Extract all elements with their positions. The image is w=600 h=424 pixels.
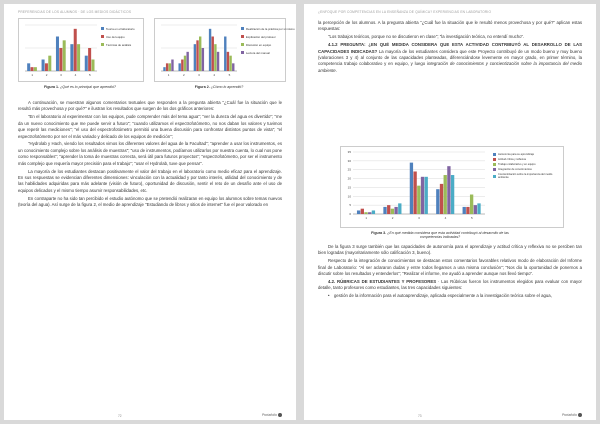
bar: [357, 210, 360, 214]
figure-3-legend: [493, 153, 559, 181]
bar: [444, 175, 447, 214]
bar: [212, 37, 214, 72]
bar: [425, 177, 428, 214]
bar: [413, 171, 416, 214]
bar: [163, 67, 165, 71]
x-tick-label: 5: [228, 73, 231, 77]
bar: [202, 48, 204, 71]
bar: [470, 195, 473, 214]
section-heading: 4.1.2 PREGUNTA: ¿EN QUÉ MEDIDA CONSIDERA QUE ESTA ACTIVIDAD CONTRIBUYÓ AL DESARROLLO DE LAS CAPACIDADES INDICADAS?: [318, 42, 582, 54]
running-head-left: PREFERENCIAS DE LOS ALUMNOS · DE LOS MEDIOS DIDÁCTICOS: [18, 10, 132, 14]
bar: [196, 40, 198, 71]
legend-swatch: [241, 43, 244, 46]
bar: [181, 60, 183, 72]
y-tick-label: 5: [349, 203, 351, 208]
paragraph: la percepción de los alumnos. A la pregunta abierta "¿Cuál fue la situación que le resultó menos provechosa y por qué?" aplican estas respuestas:: [318, 20, 582, 32]
right-body-bottom: [318, 244, 582, 300]
bar: [31, 67, 34, 71]
bullet-item: • gestión de la información para el autoaprendizaje, aplicada especialmente a la investigación teórica sobre el agua,: [318, 293, 582, 299]
left-page: [4, 4, 296, 420]
bar: [27, 63, 30, 71]
figure-3: [340, 146, 562, 239]
left-body: [18, 100, 282, 210]
y-tick-label: 0: [349, 212, 351, 216]
bar: [368, 212, 371, 214]
legend-swatch: [101, 27, 104, 30]
paragraph: Respecto de la integración de conocimientos se destacan estos comentarios favorables relativos modo de elaboración del Informe final de Laboratorio: "Al ser aclararon dudas y entre todos llegamos a una misma conclusión"; "Nos dio la oportunidad de ponernos a discutir sobre los resultados y entenderlos"; "Realizar el informe, me ayudó a aprender aunque nos llevó tiempo".: [318, 258, 582, 277]
bar: [194, 44, 196, 71]
y-tick-label: 10: [347, 194, 351, 199]
x-tick-label: 2: [45, 73, 48, 77]
legend-label: Trabajo colaborativo y en equipo: [498, 163, 536, 166]
legend-item: [493, 153, 559, 156]
legend-label: Teoría en el laboratorio: [106, 26, 135, 31]
bar: [421, 177, 424, 214]
bar: [474, 205, 477, 214]
x-tick-label: 3: [60, 73, 62, 77]
legend-item: [493, 173, 559, 179]
legend-swatch: [493, 153, 496, 156]
bar: [436, 189, 439, 214]
x-tick-label: 3: [418, 216, 420, 220]
figure-2-chart: [154, 18, 295, 82]
bar: [410, 163, 413, 214]
legend-swatch: [493, 175, 496, 178]
brand-logo: Portafolio: [562, 413, 582, 417]
bar: [417, 186, 420, 214]
x-tick-label: 2: [391, 216, 394, 220]
figure-3-caption: Figura 3. ¿En qué medida considera que esta actividad contribuyó al desarrollo de las competencias indicadas?: [371, 231, 509, 239]
bar: [45, 63, 48, 71]
legend-label: Lectura del manual: [246, 50, 270, 55]
x-tick-label: 5: [88, 73, 91, 77]
bar: [59, 48, 62, 71]
section-4-2: 4.2. RÚBRICAS DE ESTUDIANTES Y PROFESORES · Las Rúbricas fueron los instrumentos elegidos para evaluar con mayor detalle, tanto profesores como estudiantes, las tres capacidades siguientes:: [318, 279, 582, 291]
legend-swatch: [493, 163, 496, 166]
y-tick-label: 15: [347, 185, 351, 190]
right-body-top: [318, 20, 582, 76]
legend-label: Realización de la práctica por sí mismo: [246, 26, 295, 31]
figure-3-chart: [341, 147, 491, 227]
legend-item: [493, 163, 559, 166]
paragraph: A continuación, se muestran algunos comentarios textuales que responden a la pregunta abierta "¿Cuál fue la situación que le resultó más provechosa y por qué?" e ilustran los resultados que surgen de los dos gráficos anteriores:: [18, 100, 282, 112]
bar: [364, 212, 367, 214]
bar: [387, 205, 390, 214]
legend-label: Técnicas de análisis: [106, 42, 132, 47]
paragraph: "En el laboratorio al experimentar con los equipos, pude comprender más del tema agua"; "ver la dureza del agua es divertido"; "me da un nuevo conocimiento que me puede servir a futuro"; "cuando utilizamos el espectrofotómetro, no nos daban los valores y tuvimos que repetir las mediciones"; "el uso del espectrofotómetro permitió una buena discusión para confrontar distintos puntos de vista"; "el espectrofotómetro por ser el más variado y delicado de los equipos de medición";: [18, 114, 282, 139]
bar: [63, 40, 66, 71]
paragraph: De la figura 3 surge también que las capacidades de autonomía para el aprendizaje y actitud crítica y reflexiva no se perciben tan bien logradas (mayoritariamente sólo calificación 3, bueno).: [318, 244, 582, 256]
bar: [214, 44, 216, 71]
figure-1: [18, 18, 142, 89]
legend-label: Concientización sobre la importancia del medio ambiente: [498, 173, 553, 179]
figure-2: [154, 18, 295, 89]
y-tick-label: 30: [347, 158, 351, 163]
paragraph: "Los trabajos teóricos, porque no se discutieron en clase"; "la investigación teórica, no entendí mucho".: [328, 34, 525, 40]
bar: [85, 56, 88, 71]
bar: [209, 29, 211, 71]
bar: [70, 44, 73, 71]
bar: [229, 56, 231, 71]
bar: [42, 60, 45, 72]
legend-swatch: [101, 43, 104, 46]
legend-item: [493, 168, 559, 171]
bar: [186, 52, 188, 71]
bar: [383, 207, 386, 214]
running-head-right: ¿ENFOQUE POR COMPETENCIAS EN LA ENSEÑANZA DE QUÍMICA? EXPERIENCIAS EN LABORATORIO: [318, 10, 492, 14]
y-tick-label: 25: [347, 167, 351, 172]
bar: [232, 63, 234, 71]
paragraph: "Hydrolab y Hach, viendo los resultados vimos los diferentes valores del agua de la Facultad"; "aprender a usar los instrumentos, es un conocimiento complejo sobre los análisis de muestras"; "uso de instrumentos, podíamos utilizarlos por nuestra cuenta, lo cual nos pone como responsables"; "aprender la toma de muestras correcta, será útil para futuros proyectos"; "espectrofotómetro, por ser el instrumento más complejo que requería mayor precisión para el trabajo"; "usar el Hydrolab, tuve que pensar".: [18, 141, 282, 166]
y-tick-label: 20: [347, 176, 351, 181]
bar: [217, 52, 219, 71]
figure-1-caption: Figura 1. ¿Qué es lo principal que aprendió?: [44, 85, 116, 89]
bar: [169, 63, 171, 71]
legend-label: Discusión en equipo: [246, 42, 272, 47]
x-tick-label: 4: [74, 73, 77, 77]
x-tick-label: 4: [444, 216, 447, 220]
bar: [77, 44, 80, 71]
legend-swatch: [493, 168, 496, 171]
bar: [224, 37, 226, 72]
bar: [466, 207, 469, 214]
legend-label: Explicación del profesor: [246, 34, 276, 39]
page-number: 72: [118, 414, 122, 418]
bar: [166, 63, 168, 71]
bar: [451, 175, 454, 214]
x-tick-label: 5: [470, 216, 473, 220]
brand-logo: Portafolio: [262, 413, 282, 417]
page-number: 73: [418, 414, 422, 418]
bar: [372, 210, 375, 214]
bar: [391, 209, 394, 214]
legend-swatch: [241, 35, 244, 38]
legend-label: Actitud crítica y reflexiva: [498, 158, 526, 161]
bar: [463, 207, 466, 214]
bar: [171, 60, 173, 72]
legend-swatch: [493, 158, 496, 161]
bar: [56, 37, 59, 72]
legend-label: Autonomía para su aprendizaje: [498, 153, 535, 156]
bar: [199, 37, 201, 72]
legend-item: [493, 158, 559, 161]
bar: [34, 67, 37, 71]
legend-label: Integración de conocimientos: [498, 168, 532, 171]
legend-swatch: [241, 27, 244, 30]
legend-swatch: [101, 35, 104, 38]
legend-label: Uso del equipo: [106, 34, 125, 39]
bar: [440, 184, 443, 214]
paragraph: La mayoría de los estudiantes destacan positivamente el valor del trabajo en el laboratorio como medio eficaz para el aprendizaje. En sus respuestas se evidencian diferentes dimensiones: vinculación con la actualidad y por tanto interés, utilidad del conocimiento y de las habilidades adquiridas para más adelante (visión de futuro), oportunidad de discusión, sentir el reto de un desafío ante el uso de equipos delicados y el mismo tiempo asumir responsabilidades, etc.: [18, 168, 282, 193]
paragraph: En contraparte no ha sido tan percibido el estudio autónomo que se pretendió realizaran en equipo los alumnos sobre temas nuevos (teoría del agua). Así surge de la figura 2, el medio de aprendizaje "Estudiando de libros y sitios de internet" fue el peor valorado en: [18, 195, 282, 208]
bar: [447, 166, 450, 214]
bar: [477, 203, 480, 214]
x-tick-label: 1: [31, 73, 34, 77]
section-heading: 4.2. RÚBRICAS DE ESTUDIANTES Y PROFESORES: [328, 279, 437, 285]
right-page: [304, 4, 596, 420]
bar: [48, 56, 51, 71]
bar: [394, 207, 397, 214]
bar: [361, 209, 364, 214]
x-tick-label: 3: [198, 73, 200, 77]
bar: [91, 60, 94, 72]
x-tick-label: 4: [213, 73, 216, 77]
bar: [227, 52, 229, 71]
section-4-1-2: 4.1.2 PREGUNTA: ¿EN QUÉ MEDIDA CONSIDERA QUE ESTA ACTIVIDAD CONTRIBUYÓ AL DESARROLLO DE LAS CAPACIDADES INDICADAS? La mayoría de los estudiantes considera que este Proyecto contribuyó de un modo bueno y muy bueno (valoraciones 3 y 4) al conjunto de las capacidades planteadas, diferenciándose levemente en mayor grado, en primer término, la competencia trabajo colaborativo y en equipo, y luego integración de conocimientos y concientización sobre la importancia del medio ambiente.: [318, 42, 582, 73]
bar: [178, 63, 180, 71]
x-tick-label: 1: [167, 73, 170, 77]
figure-1-chart: [18, 18, 144, 82]
x-tick-label: 2: [182, 73, 185, 77]
bar: [398, 203, 401, 214]
bar: [74, 29, 77, 71]
x-tick-label: 1: [365, 216, 368, 220]
bar: [88, 48, 91, 71]
legend-swatch: [241, 51, 244, 54]
figure-2-caption: Figura 2. ¿Cómo lo aprendió?: [194, 85, 244, 89]
y-tick-label: 35: [347, 150, 351, 154]
bar: [184, 56, 186, 71]
